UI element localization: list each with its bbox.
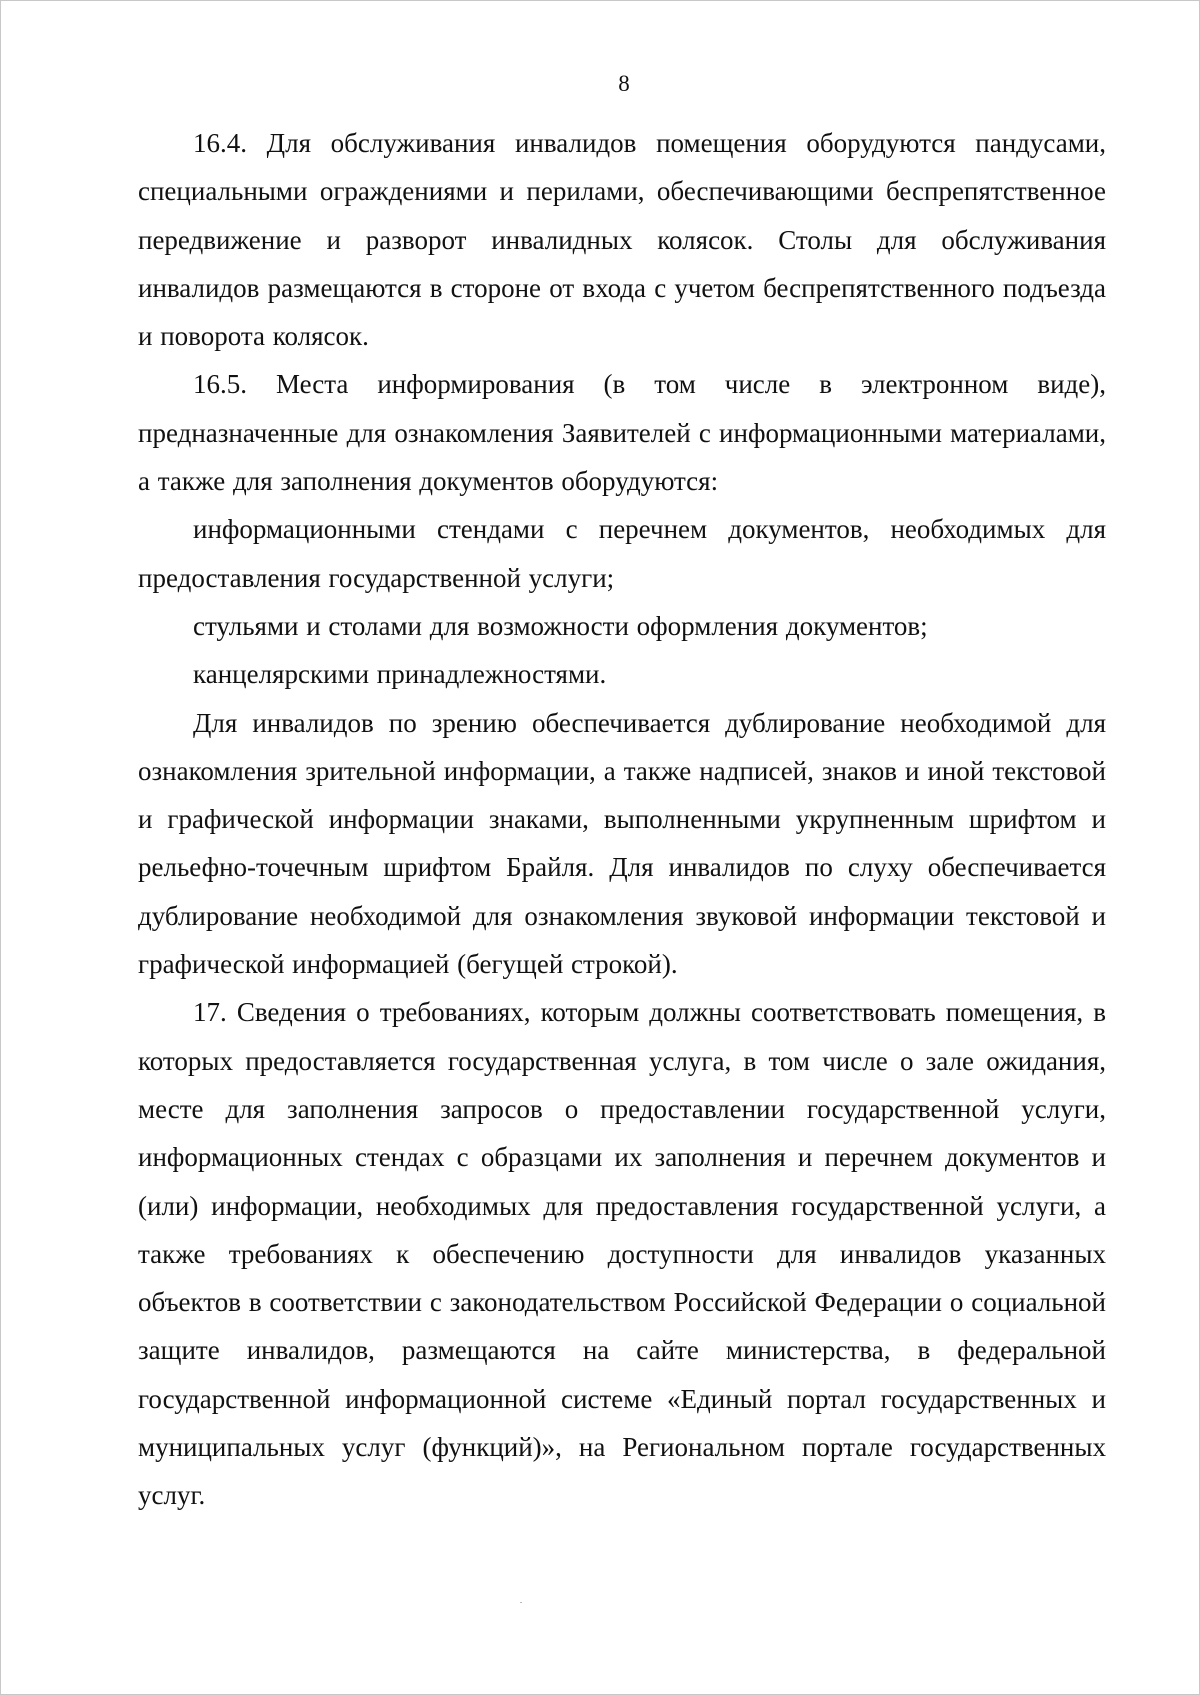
paragraph-16-4: 16.4. Для обслуживания инвалидов помещения оборудуются пандусами, специальными ограждениями и перилами, обеспечивающими беспрепятственное передвижение и разворот инвалидных колясок. Столы для обслуживания инвалидов размещаются в стороне от входа с учетом беспрепятственного подъезда и поворота колясок. <box>138 128 1106 352</box>
paragraph-accessibility: Для инвалидов по зрению обеспечивается дублирование необходимой для ознакомления зрительной информации, а также надписей, знаков и иной текстовой и графической информации знаками, выполненными укрупненным шрифтом и рельефно-точечным шрифтом Брайля. Для инвалидов по слуху обеспечивается дублирование необходимой для ознакомления звуковой информации текстовой и графической информацией (бегущей строкой). <box>138 707 1106 980</box>
list-item-stationery: канцелярскими принадлежностями. <box>193 659 607 690</box>
document-body <box>138 119 1106 1520</box>
list-item-chairs-tables: стульями и столами для возможности оформления документов; <box>193 610 928 641</box>
paragraph-16-5: 16.5. Места информирования (в том числе в электронном виде), предназначенные для ознакомления Заявителей с информационными материалами, а также для заполнения документов оборудуются: <box>138 369 1106 497</box>
scan-dot <box>520 1602 522 1603</box>
page-number: 8 <box>618 71 630 96</box>
list-item-info-stands: информационными стендами с перечнем документов, необходимых для предоставления государственной услуги; <box>138 514 1106 593</box>
paragraph-17: 17. Сведения о требованиях, которым должны соответствовать помещения, в которых предоставляется государственная услуга, в том числе о зале ожидания, месте для заполнения запросов о предоставлении государственной услуги, информационных стендах с образцами их заполнения и перечнем документов и (или) информации, необходимых для предоставления государственной услуги, а также требованиях к обеспечению доступности для инвалидов указанных объектов в соответствии с законодательством Российской Федерации о социальной защите инвалидов, размещаются на сайте министерства, в федеральной государственной информационной системе «Единый портал государственных и муниципальных услуг (функций)», на Региональном портале государственных услуг. <box>138 997 1106 1511</box>
